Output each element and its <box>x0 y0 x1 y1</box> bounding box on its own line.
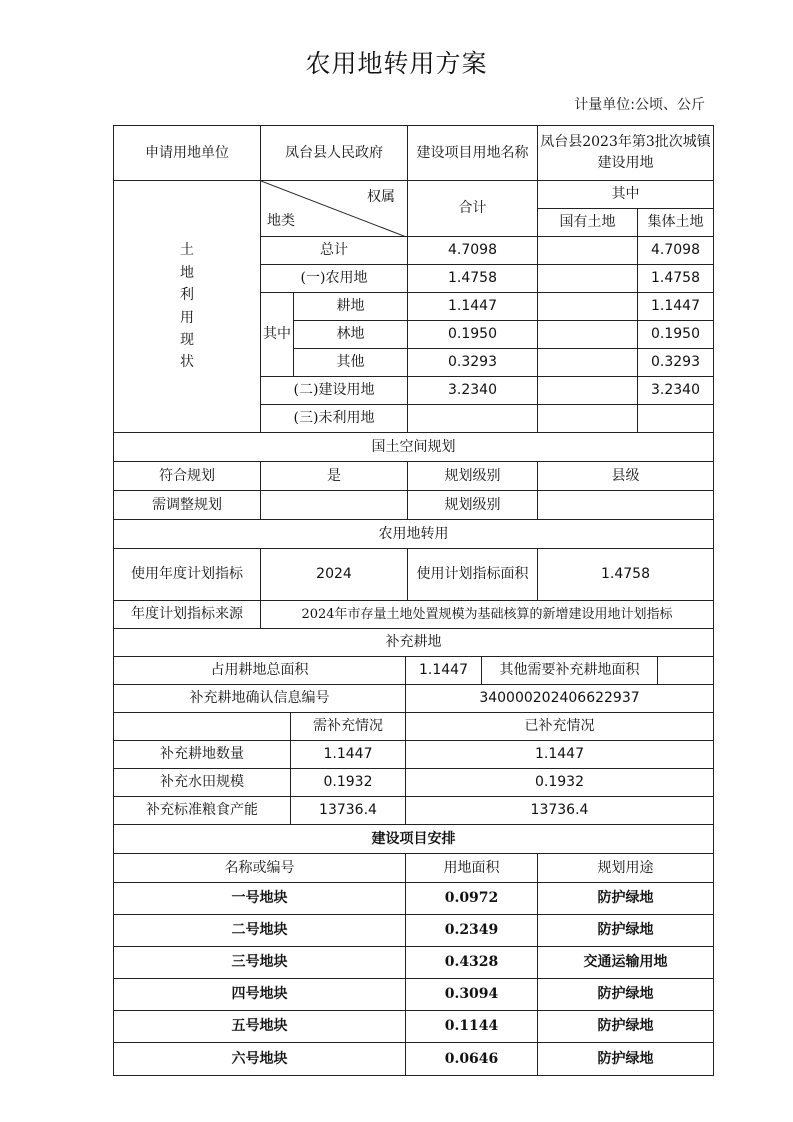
project-row-name: 五号地块 <box>113 1010 406 1043</box>
collective-land-header: 集体土地 <box>637 208 714 237</box>
applicant-label: 申请用地单位 <box>113 125 261 181</box>
occupied-cropland-label: 占用耕地总面积 <box>113 656 406 685</box>
other-supplement-label: 其他需要补充耕地面积 <box>481 656 658 685</box>
project-row-name: 六号地块 <box>113 1042 406 1076</box>
project-row-area: 0.0646 <box>405 1042 538 1076</box>
project-row-use: 防护绿地 <box>537 1042 714 1076</box>
land-type-ownership-header <box>260 180 408 237</box>
plan-source-value: 2024年市存量土地处置规模为基础核算的新增建设用地计划指标 <box>260 600 714 629</box>
unit-label: 计量单位:公顷、公斤 <box>574 97 705 113</box>
project-name-column-header: 名称或编号 <box>113 853 406 883</box>
project-row-name: 一号地块 <box>113 882 406 915</box>
conversion-section-title: 农用地转用 <box>113 519 714 549</box>
project-row-use: 防护绿地 <box>537 882 714 915</box>
land-row-total: 4.7098 <box>407 236 538 265</box>
confirm-number-label: 补充耕地确认信息编号 <box>113 684 406 713</box>
supplement-blank-header <box>113 712 291 741</box>
project-name-label: 建设项目用地名称 <box>407 125 538 181</box>
land-status-side-label: 土地利用现状 <box>113 180 261 433</box>
project-section-title: 建设项目安排 <box>113 824 714 854</box>
land-row-state <box>537 264 638 293</box>
sub-among-label: 其中 <box>260 292 294 377</box>
adjust-plan-label: 需调整规划 <box>113 490 261 520</box>
plan-level-label: 规划级别 <box>407 461 538 491</box>
other-supplement-value <box>657 656 714 685</box>
land-row-state <box>537 236 638 265</box>
project-row-name: 二号地块 <box>113 914 406 947</box>
land-row-name: 林地 <box>293 320 408 349</box>
project-use-column-header: 规划用途 <box>537 853 714 883</box>
land-row-collective: 4.7098 <box>637 236 714 265</box>
done-supplement-header: 已补充情况 <box>405 712 714 741</box>
among-header: 其中 <box>537 180 714 209</box>
supplement-row-need: 1.1447 <box>290 740 406 769</box>
land-row-collective: 1.1447 <box>637 292 714 321</box>
land-row-total: 1.4758 <box>407 264 538 293</box>
project-row-area: 0.3094 <box>405 978 538 1011</box>
land-row-state <box>537 348 638 377</box>
project-row-use: 交通运输用地 <box>537 946 714 979</box>
land-type-label: 地类 <box>267 213 295 229</box>
land-row-name: 其他 <box>293 348 408 377</box>
project-row-area: 0.1144 <box>405 1010 538 1043</box>
project-row-name: 四号地块 <box>113 978 406 1011</box>
supplement-row-done: 0.1932 <box>405 768 714 797</box>
land-row-name: 总计 <box>260 236 408 265</box>
land-row-state <box>537 404 638 433</box>
land-row-total: 3.2340 <box>407 376 538 405</box>
document-title: 农用地转用方案 <box>305 49 488 78</box>
ownership-label: 权属 <box>367 189 395 205</box>
land-row-name: (一)农用地 <box>260 264 408 293</box>
annual-plan-value: 2024 <box>260 548 408 601</box>
adjust-level-label: 规划级别 <box>407 490 538 520</box>
project-area-column-header: 用地面积 <box>405 853 538 883</box>
conform-plan-value: 是 <box>260 461 408 491</box>
land-row-state <box>537 376 638 405</box>
land-row-collective: 0.1950 <box>637 320 714 349</box>
annual-plan-label: 使用年度计划指标 <box>113 548 261 601</box>
supplement-row-done: 13736.4 <box>405 796 714 825</box>
plan-area-label: 使用计划指标面积 <box>407 548 538 601</box>
supplement-row-done: 1.1447 <box>405 740 714 769</box>
total-column-header: 合计 <box>407 180 538 237</box>
project-row-use: 防护绿地 <box>537 914 714 947</box>
land-row-name: (二)建设用地 <box>260 376 408 405</box>
plan-area-value: 1.4758 <box>537 548 714 601</box>
adjust-plan-value <box>260 490 408 520</box>
occupied-cropland-value: 1.1447 <box>405 656 482 685</box>
applicant-value: 凤台县人民政府 <box>260 125 408 181</box>
land-row-state <box>537 320 638 349</box>
need-supplement-header: 需补充情况 <box>290 712 406 741</box>
land-row-state <box>537 292 638 321</box>
land-row-name: 耕地 <box>293 292 408 321</box>
project-row-area: 0.4328 <box>405 946 538 979</box>
state-land-header: 国有土地 <box>537 208 638 237</box>
land-row-collective: 1.4758 <box>637 264 714 293</box>
project-row-area: 0.2349 <box>405 914 538 947</box>
conform-plan-label: 符合规划 <box>113 461 261 491</box>
project-row-use: 防护绿地 <box>537 1010 714 1043</box>
supplement-row-name: 补充耕地数量 <box>113 740 291 769</box>
project-row-use: 防护绿地 <box>537 978 714 1011</box>
land-row-total: 0.1950 <box>407 320 538 349</box>
supplement-row-name: 补充标准粮食产能 <box>113 796 291 825</box>
supplement-row-name: 补充水田规模 <box>113 768 291 797</box>
plan-level-value: 县级 <box>537 461 714 491</box>
adjust-level-value <box>537 490 714 520</box>
supplement-section-title: 补充耕地 <box>113 628 714 657</box>
planning-section-title: 国土空间规划 <box>113 432 714 462</box>
land-row-total: 1.1447 <box>407 292 538 321</box>
land-row-collective: 3.2340 <box>637 376 714 405</box>
project-row-area: 0.0972 <box>405 882 538 915</box>
project-name-value: 凤台县2023年第3批次城镇建设用地 <box>537 125 714 181</box>
project-row-name: 三号地块 <box>113 946 406 979</box>
plan-source-label: 年度计划指标来源 <box>113 600 261 629</box>
land-row-total: 0.3293 <box>407 348 538 377</box>
land-row-collective <box>637 404 714 433</box>
land-row-total <box>407 404 538 433</box>
confirm-number-value: 340000202406622937 <box>405 684 714 713</box>
land-row-collective: 0.3293 <box>637 348 714 377</box>
land-row-name: (三)未利用地 <box>260 404 408 433</box>
supplement-row-need: 0.1932 <box>290 768 406 797</box>
supplement-row-need: 13736.4 <box>290 796 406 825</box>
